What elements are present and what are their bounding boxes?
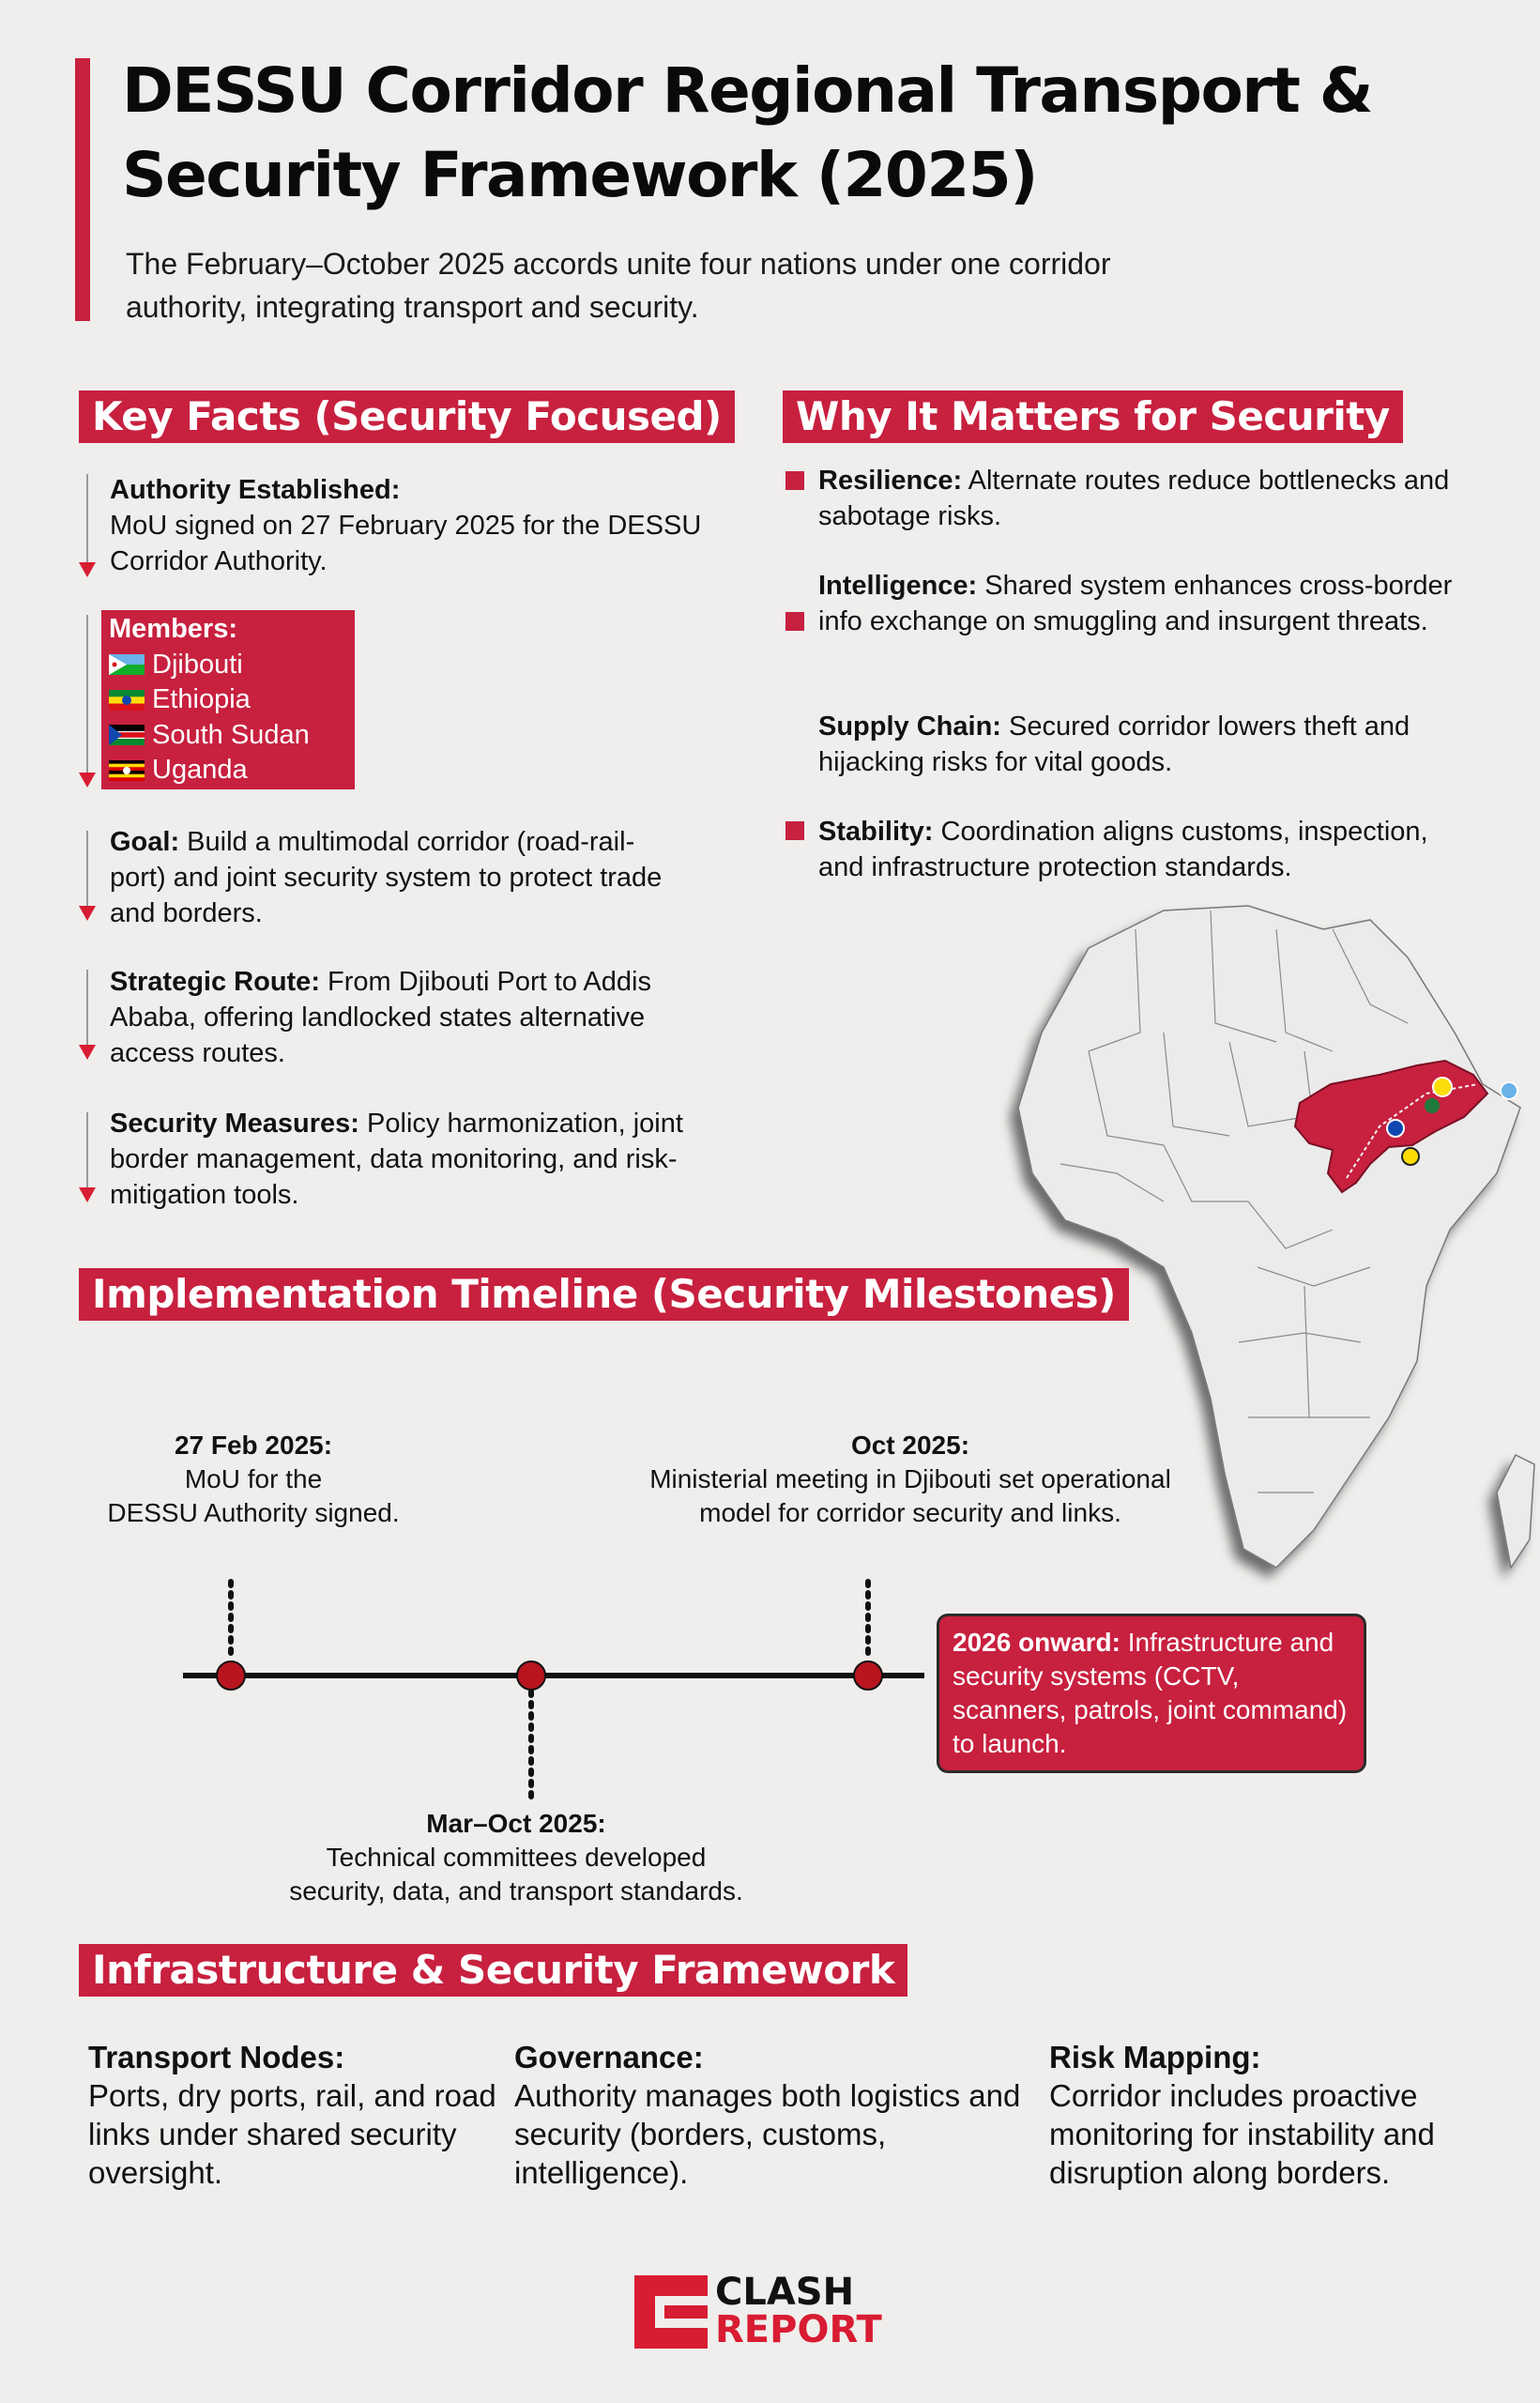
future-text: Infrastructure and security systems (CCTV, scanners, patrols, joint command) to launch. (953, 1628, 1348, 1758)
framework-governance (514, 2038, 1021, 2192)
why-text: Shared system enhances cross-border info exchange on smuggling and insurgent threats. (818, 571, 1453, 636)
framework-risk-mapping (1049, 2038, 1509, 2192)
fact-authority-label: Authority Established: (110, 475, 401, 505)
arrow-icon (79, 1112, 96, 1206)
why-resilience (818, 463, 1456, 534)
fact-goal-text: Build a multimodal corridor (road-rail-port) and joint security system to protect trade and borders. (110, 827, 663, 928)
timeline-heading: Implementation Timeline (Security Milestones) (79, 1268, 1129, 1321)
future-label: 2026 onward: (953, 1628, 1121, 1657)
bullet-square-icon (785, 612, 804, 631)
framework-text: Ports, dry ports, rail, and road links under shared security oversight. (88, 2078, 496, 2190)
why-text: Alternate routes reduce bottlenecks and sabotage risks. (818, 466, 1450, 531)
logo-line-1: CLASH (715, 2271, 855, 2314)
page-subtitle: The February–October 2025 accords unite four nations under one corridor authority, integrating transport and security. (126, 247, 1111, 324)
member-djibouti (109, 648, 355, 683)
why-label: Resilience: (818, 466, 963, 496)
fact-authority-text: MoU signed on 27 February 2025 for the DESSU Corridor Authority. (110, 511, 702, 576)
fact-route-text: From Djibouti Port to Addis Ababa, offering landlocked states alternative access routes. (110, 967, 651, 1068)
framework-transport-nodes (88, 2038, 501, 2192)
fact-measures-text: Policy harmonization, joint border management, data monitoring, and risk-mitigation tools. (110, 1109, 683, 1210)
arrow-icon (79, 615, 96, 788)
member-south-sudan (109, 718, 355, 754)
fact-measures-label: Security Measures: (110, 1109, 359, 1139)
djibouti-flag-icon (109, 654, 145, 675)
timeline-dot (217, 1661, 245, 1690)
arrow-icon (79, 970, 96, 1064)
bullet-square-icon (785, 471, 804, 490)
clash-report-logo-icon (634, 2275, 709, 2349)
member-ethiopia (109, 682, 355, 718)
fact-goal-label: Goal: (110, 827, 180, 857)
why-supply-chain (818, 709, 1456, 780)
member-name: South Sudan (152, 719, 310, 750)
fact-measures (110, 1106, 729, 1213)
why-stability (818, 814, 1428, 885)
why-heading: Why It Matters for Security (783, 390, 1403, 443)
timeline-line: model for corridor security and links. (699, 1498, 1121, 1527)
member-name: Uganda (152, 755, 248, 785)
timeline-event-mar-oct (235, 1807, 798, 1908)
timeline-event-oct (582, 1429, 1239, 1530)
timeline-line: Technical committees developed (326, 1843, 707, 1872)
fact-goal (110, 824, 663, 931)
timeline-date: 27 Feb 2025: (174, 1431, 333, 1460)
framework-label: Transport Nodes: (88, 2040, 345, 2074)
why-label: Stability: (818, 817, 934, 847)
member-name: Ethiopia (152, 684, 251, 714)
fact-route-label: Strategic Route: (110, 967, 320, 997)
ethiopia-flag-icon (109, 690, 145, 711)
timeline-line: MoU for the (184, 1464, 323, 1493)
timeline-axis (169, 1568, 938, 1812)
timeline-dot (517, 1661, 545, 1690)
members-box (101, 610, 355, 789)
clash-report-logo (634, 2272, 907, 2350)
djibouti-marker-icon (1501, 1082, 1517, 1099)
why-text: Secured corridor lowers theft and hijacking risks for vital goods. (818, 712, 1410, 777)
framework-label: Risk Mapping: (1049, 2040, 1261, 2074)
future-callout (937, 1614, 1366, 1773)
why-text: Coordination aligns customs, inspection, and infrastructure protection standards. (818, 817, 1428, 882)
fact-route (110, 964, 663, 1071)
key-facts-heading: Key Facts (Security Focused) (79, 390, 735, 443)
south-sudan-marker-icon (1387, 1120, 1404, 1137)
member-uganda (109, 753, 355, 788)
south-sudan-flag-icon (109, 725, 145, 745)
title-line-2: Security Framework (2025) (122, 139, 1037, 211)
ethiopia-marker-icon (1433, 1078, 1452, 1096)
why-intelligence (818, 568, 1456, 639)
title-accent-bar (75, 58, 90, 321)
member-name: Djibouti (152, 649, 243, 680)
forest-icon (1425, 1098, 1440, 1113)
timeline-date: Mar–Oct 2025: (426, 1809, 606, 1838)
timeline-line: Ministerial meeting in Djibouti set operational (649, 1464, 1171, 1493)
page-title (122, 49, 1483, 218)
title-line-1: DESSU Corridor Regional Transport & (122, 54, 1372, 127)
why-label: Supply Chain: (818, 712, 1001, 742)
why-label: Intelligence: (818, 571, 978, 601)
framework-heading: Infrastructure & Security Framework (79, 1944, 907, 1997)
bullet-square-icon (785, 821, 804, 840)
timeline-date: Oct 2025: (850, 1431, 970, 1460)
timeline-line: security, data, and transport standards. (289, 1876, 743, 1906)
arrow-icon (79, 474, 96, 577)
logo-line-2: REPORT (715, 2308, 882, 2351)
members-label: Members: (109, 614, 237, 644)
arrow-icon (79, 831, 96, 925)
framework-label: Governance: (514, 2040, 704, 2074)
fact-authority (110, 472, 710, 579)
timeline-line: DESSU Authority signed. (107, 1498, 400, 1527)
timeline-event-feb (66, 1429, 441, 1530)
uganda-flag-icon (109, 760, 145, 781)
uganda-marker-icon (1402, 1148, 1419, 1165)
framework-text: Authority manages both logistics and security (borders, customs, intelligence). (514, 2078, 1021, 2190)
framework-text: Corridor includes proactive monitoring for instability and disruption along borders. (1049, 2078, 1435, 2190)
timeline-dot (854, 1661, 882, 1690)
